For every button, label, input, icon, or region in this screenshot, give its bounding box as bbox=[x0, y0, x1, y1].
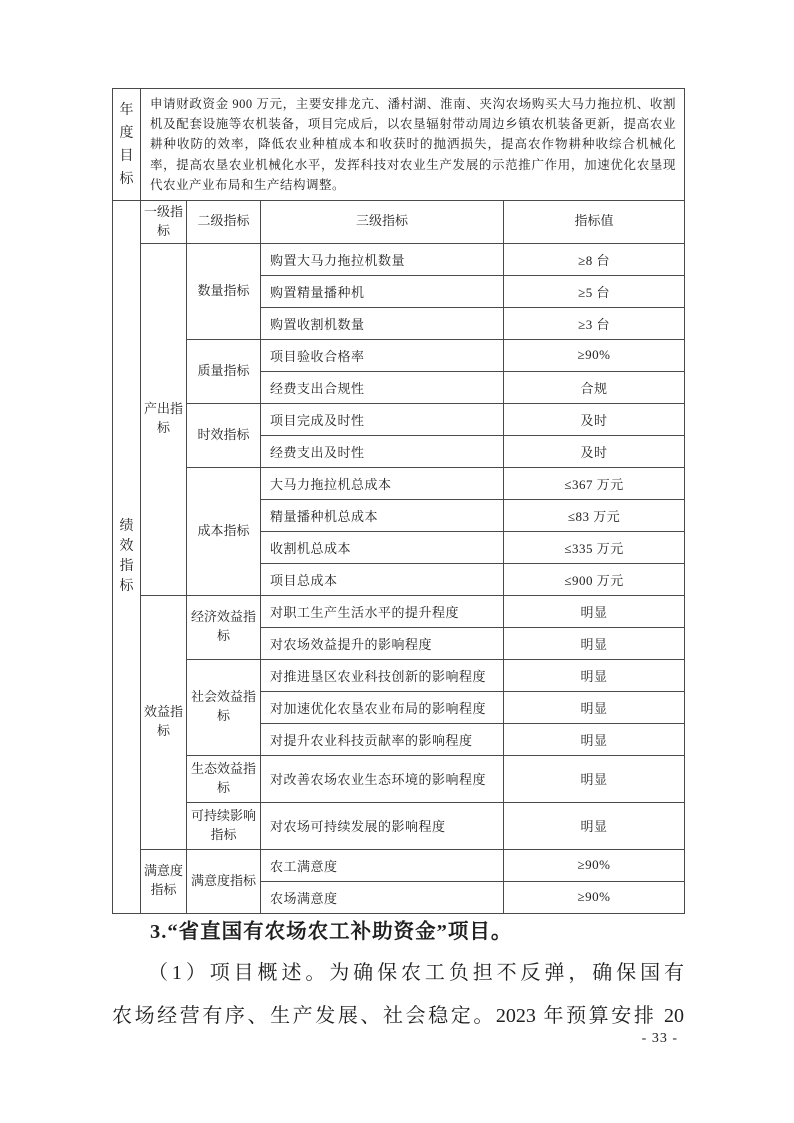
indicator-cell: 对农场可持续发展的影响程度 bbox=[261, 802, 504, 849]
indicator-cell: 项目完成及时性 bbox=[261, 403, 504, 435]
table-row bbox=[113, 755, 685, 802]
level2-economic: 经济效益指标 bbox=[187, 595, 261, 659]
level2-timeliness: 时效指标 bbox=[187, 403, 261, 467]
indicator-cell: 对农场效益提升的影响程度 bbox=[261, 627, 504, 659]
value-cell: 及时 bbox=[504, 403, 685, 435]
level1-satisfaction: 满意度指标 bbox=[141, 849, 187, 913]
table-row bbox=[113, 659, 685, 691]
table-row bbox=[113, 339, 685, 371]
value-cell: ≤83 万元 bbox=[504, 499, 685, 531]
value-cell: 明显 bbox=[504, 659, 685, 691]
indicator-cell: 对推进垦区农业科技创新的影响程度 bbox=[261, 659, 504, 691]
indicator-cell: 经费支出合规性 bbox=[261, 371, 504, 403]
value-cell: ≤335 万元 bbox=[504, 531, 685, 563]
indicator-cell: 购置收割机数量 bbox=[261, 307, 504, 339]
annual-goal-label: 年度目标 bbox=[113, 89, 141, 201]
indicator-cell: 项目验收合格率 bbox=[261, 339, 504, 371]
section-heading: 3.“省直国有农场农工补助资金”项目。 bbox=[150, 921, 513, 943]
indicator-cell: 经费支出及时性 bbox=[261, 435, 504, 467]
level1-benefit: 效益指标 bbox=[141, 595, 187, 849]
body-paragraph bbox=[112, 952, 684, 1038]
value-cell: 明显 bbox=[504, 627, 685, 659]
indicator-cell: 购置精量播种机 bbox=[261, 275, 504, 307]
level2-quantity: 数量指标 bbox=[187, 243, 261, 339]
indicator-cell: 对职工生产生活水平的提升程度 bbox=[261, 595, 504, 627]
value-cell: ≥8 台 bbox=[504, 243, 685, 275]
paragraph-line: （1）项目概述。为确保农工负担不反弹，确保国有 bbox=[148, 962, 684, 984]
header-level3: 三级指标 bbox=[261, 201, 504, 244]
annual-goal-text: 申请财政资金 900 万元，主要安排龙亢、潘村湖、淮南、夹沟农场购买大马力拖拉机、收割机及配套设施等农机装备，项目完成后，以农垦辐射带动周边乡镇农机装备更新，提高农业耕种收防的效率，降低农业种植成本和收获时的抛洒损失，提高农作物耕种收综合机械化率，提高农垦农业机械化水平，发挥科技对农业生产发展的示范推广作用，加速优化农垦现代农业产业布局和生产结构调整。 bbox=[141, 89, 685, 201]
level2-quality: 质量指标 bbox=[187, 339, 261, 403]
value-cell: ≤900 万元 bbox=[504, 563, 685, 595]
table-row bbox=[113, 802, 685, 849]
indicator-header-row bbox=[113, 201, 685, 244]
table-row bbox=[113, 403, 685, 435]
header-level2: 二级指标 bbox=[187, 201, 261, 244]
indicator-cell: 农工满意度 bbox=[261, 849, 504, 881]
level2-social: 社会效益指标 bbox=[187, 659, 261, 755]
annual-goal-row bbox=[113, 89, 685, 201]
value-cell: 明显 bbox=[504, 802, 685, 849]
indicator-cell: 农场满意度 bbox=[261, 881, 504, 913]
table-row bbox=[113, 595, 685, 627]
page-number: - 33 - bbox=[641, 1031, 678, 1046]
value-cell: 合规 bbox=[504, 371, 685, 403]
value-cell: 明显 bbox=[504, 691, 685, 723]
value-cell: ≥90% bbox=[504, 849, 685, 881]
value-cell: ≥3 台 bbox=[504, 307, 685, 339]
table-row bbox=[113, 849, 685, 881]
level2-satisfaction: 满意度指标 bbox=[187, 849, 261, 913]
header-level1: 一级指标 bbox=[141, 201, 187, 244]
indicator-cell: 精量播种机总成本 bbox=[261, 499, 504, 531]
performance-indicator-label: 绩效指标 bbox=[113, 201, 141, 914]
level1-output: 产出指标 bbox=[141, 243, 187, 595]
indicator-cell: 项目总成本 bbox=[261, 563, 504, 595]
table-row bbox=[113, 243, 685, 275]
table-row bbox=[113, 467, 685, 499]
performance-indicators-table bbox=[112, 88, 685, 914]
indicator-cell: 对改善农场农业生态环境的影响程度 bbox=[261, 755, 504, 802]
value-cell: ≤367 万元 bbox=[504, 467, 685, 499]
value-cell: 明显 bbox=[504, 723, 685, 755]
indicator-cell: 购置大马力拖拉机数量 bbox=[261, 243, 504, 275]
paragraph-line: 农场经营有序、生产发展、社会稳定。2023 年预算安排 20 bbox=[112, 1005, 684, 1027]
header-value: 指标值 bbox=[504, 201, 685, 244]
value-cell: ≥5 台 bbox=[504, 275, 685, 307]
value-cell: 及时 bbox=[504, 435, 685, 467]
indicator-cell: 对提升农业科技贡献率的影响程度 bbox=[261, 723, 504, 755]
level2-sustainability: 可持续影响指标 bbox=[187, 802, 261, 849]
level2-cost: 成本指标 bbox=[187, 467, 261, 595]
value-cell: ≥90% bbox=[504, 339, 685, 371]
indicator-cell: 收割机总成本 bbox=[261, 531, 504, 563]
value-cell: 明显 bbox=[504, 755, 685, 802]
value-cell: ≥90% bbox=[504, 881, 685, 913]
indicator-cell: 大马力拖拉机总成本 bbox=[261, 467, 504, 499]
indicator-cell: 对加速优化农垦农业布局的影响程度 bbox=[261, 691, 504, 723]
level2-ecological: 生态效益指标 bbox=[187, 755, 261, 802]
value-cell: 明显 bbox=[504, 595, 685, 627]
